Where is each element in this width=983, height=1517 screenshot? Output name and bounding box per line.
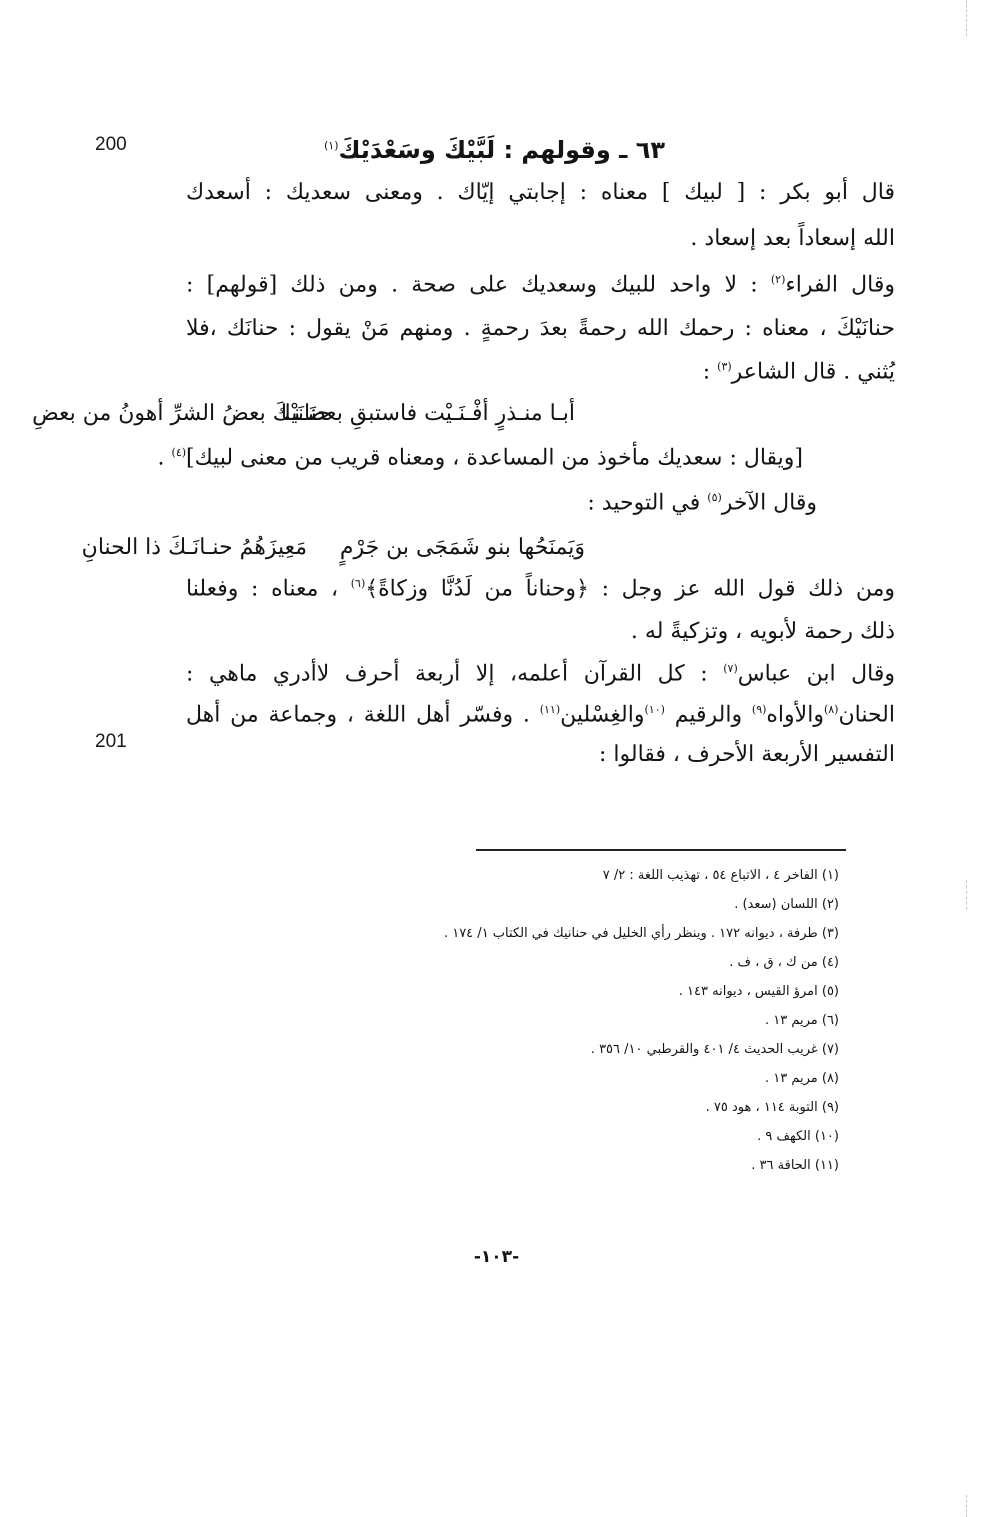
footnote-8: (٨) مريم ١٣ . bbox=[764, 1071, 839, 1086]
verse-1-first-hemistich: أبـا منـذرٍ أفْـنَـيْت فاستبقِ بعضَـنـا bbox=[280, 401, 575, 426]
footnote-4: (٤) من ك ، ق ، ف . bbox=[729, 955, 839, 970]
p3-text-b: . bbox=[157, 445, 172, 471]
footnote-marker-7: (٧) bbox=[723, 662, 738, 675]
p4-text-a: وقال الآخر bbox=[721, 490, 817, 516]
footnote-1: (١) الفاخر ٤ ، الاتباع ٥٤ ، تهذيب اللغة : ٢/ ٧ bbox=[602, 868, 839, 883]
paragraph-2-line-3 bbox=[703, 361, 895, 383]
footnote-5: (٥) امرؤ القيس ، ديوانه ١٤٣ . bbox=[678, 984, 839, 999]
verse-2-first-hemistich: وَيَمنَحُها بنو شَمَجَى بن جَرْمٍ bbox=[339, 535, 585, 560]
section-heading bbox=[324, 136, 665, 164]
paragraph-1-line-2: الله إسعاداً بعد إسعاد . bbox=[690, 226, 895, 251]
footnote-10: (١٠) الكهف ٩ . bbox=[757, 1129, 839, 1144]
margin-page-number-bottom: 201 bbox=[95, 731, 127, 752]
footnote-marker-11: (١١) bbox=[539, 703, 561, 716]
p6-text-b: : كل القرآن أعلمه، إلا أربعة أحرف لاأدري ماهي : bbox=[186, 661, 724, 687]
scan-edge-mark-bottom bbox=[966, 1495, 967, 1517]
verse-2-second-hemistich: مَعِيزَهُمُ حنـانَـكَ ذا الحنانِ bbox=[81, 535, 307, 560]
p4-text-b: في التوحيد : bbox=[587, 490, 708, 516]
footnote-11: (١١) الحاقة ٣٦ . bbox=[751, 1158, 839, 1173]
p6-l2-text-a: الحنان bbox=[838, 702, 895, 728]
paragraph-5-line-2: ذلك رحمة لأبويه ، وتزكيةً له . bbox=[630, 619, 895, 644]
footnote-marker-6: (٦) bbox=[350, 577, 366, 590]
footnote-marker-8: (٨) bbox=[823, 703, 839, 716]
heading-text: ٦٣ ـ وقولهم : لَبَّيْكَ وسَعْدَيْكَ bbox=[338, 136, 665, 164]
paragraph-5-line-1 bbox=[186, 578, 895, 600]
footnote-marker-3: (٣) bbox=[717, 360, 732, 373]
p3-text-a: [ويقال : سعديك مأخوذ من المساعدة ، ومعناه قريب من معنى لبيك] bbox=[186, 445, 803, 471]
footnote-separator bbox=[476, 849, 846, 851]
paragraph-6-line-1 bbox=[186, 663, 895, 685]
p6-text-a: وقال ابن عباس bbox=[737, 661, 895, 687]
p6-l2-text-e: . وفسّر أهل اللغة ، وجماعة من أهل bbox=[186, 702, 540, 728]
footnote-6: (٦) مريم ١٣ . bbox=[764, 1013, 839, 1028]
footnote-2: (٢) اللسان (سعد) . bbox=[734, 897, 839, 912]
page-number: -١٠٣- bbox=[473, 1247, 520, 1267]
scan-edge-mark-top bbox=[966, 0, 967, 36]
p5-text-b: ، معناه : وفعلنا bbox=[186, 576, 351, 602]
paragraph-2-line-1 bbox=[186, 274, 895, 296]
verse-1-second-hemistich: حنانَيْكَ بعضُ الشرِّ أهونُ من بعضِ bbox=[32, 401, 331, 426]
p6-l2-text-d: والغِسْلين bbox=[560, 702, 645, 728]
p6-l2-text-b: والأواه bbox=[766, 702, 824, 728]
footnote-marker-9: (٩) bbox=[751, 703, 767, 716]
footnote-marker-10: (١٠) bbox=[644, 703, 665, 716]
margin-page-number-top: 200 bbox=[95, 134, 127, 155]
footnote-7: (٧) غريب الحديث ٤/ ٤٠١ والقرطبي ١٠/ ٣٥٦ . bbox=[590, 1042, 839, 1057]
footnote-9: (٩) التوبة ١١٤ ، هود ٧٥ . bbox=[705, 1100, 839, 1115]
p5-text-a: ومن ذلك قول الله عز وجل : ﴿وحناناً من لَدُنَّا وزكاةً﴾ bbox=[365, 576, 895, 602]
paragraph-1-line-1: قال أبو بكر : [ لبيك ] معناه : إجابتي إيّاك . ومعنى سعديك : أسعدك bbox=[186, 180, 895, 205]
paragraph-6-line-3: التفسير الأربعة الأحرف ، فقالوا : bbox=[598, 742, 895, 767]
footnote-3: (٣) طرفة ، ديوانه ١٧٢ . وينظر رأي الخليل في حنانيك في الكتاب ١/ ١٧٤ . bbox=[443, 926, 839, 941]
p6-l2-text-c: والرقيم bbox=[664, 702, 752, 728]
footnote-marker-4: (٤) bbox=[171, 446, 187, 459]
heading-note-marker: (١) bbox=[324, 139, 339, 152]
footnote-marker-2: (٢) bbox=[770, 273, 786, 286]
paragraph-3-line-1 bbox=[158, 447, 803, 469]
footnote-marker-5: (٥) bbox=[707, 491, 722, 504]
paragraph-2-line-2: حنانَيْكَ ، معناه : رحمك الله رحمةً بعدَ رحمةٍ . ومنهم مَنْ يقول : حنانَك ،فلا bbox=[186, 316, 895, 341]
paragraph-4-line-1 bbox=[587, 492, 817, 514]
p2-line3-text-b: : bbox=[702, 359, 718, 385]
paragraph-6-line-2 bbox=[186, 704, 895, 726]
scan-edge-mark-middle bbox=[966, 880, 967, 910]
p2-line3-text-a: يُثني . قال الشاعر bbox=[731, 359, 895, 385]
p2-text-b: : لا واحد للبيك وسعديك على صحة . ومن ذلك [قولهم] : bbox=[186, 272, 771, 298]
p2-text-a: وقال الفراء bbox=[785, 272, 895, 298]
